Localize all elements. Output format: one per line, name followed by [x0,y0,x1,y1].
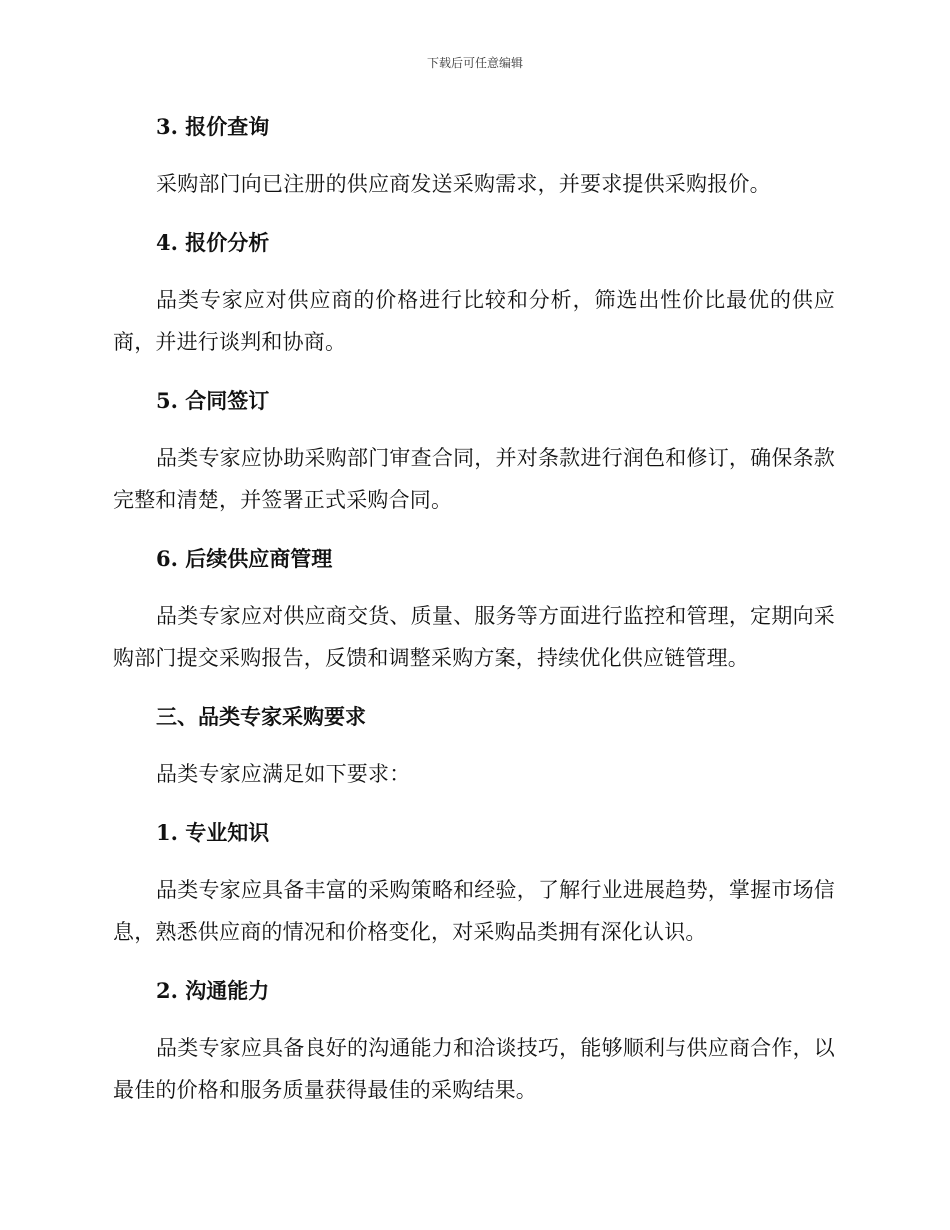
section-heading: 6. 后续供应商管理 [156,546,333,571]
section-paragraph: 品类专家应协助采购部门审查合同，并对条款进行润色和修订，确保条款完整和清楚，并签署正式采购合同。 [113,446,835,512]
chapter-heading: 三、品类专家采购要求 [156,704,366,729]
section-paragraph: 品类专家应具备良好的沟通能力和洽谈技巧，能够顺利与供应商合作，以最佳的价格和服务质量获得最佳的采购结果。 [113,1036,835,1102]
section-paragraph: 品类专家应对供应商交货、质量、服务等方面进行监控和管理，定期向采购部门提交采购报告，反馈和调整采购方案，持续优化供应链管理。 [113,604,835,670]
section-paragraph: 品类专家应满足如下要求： [156,762,411,786]
section-heading: 1. 专业知识 [156,820,270,845]
page-header: 下载后可任意编辑 [426,56,523,70]
section-paragraph: 品类专家应对供应商的价格进行比较和分析，筛选出性价比最优的供应商，并进行谈判和协商。 [113,288,835,354]
section-heading: 5. 合同签订 [156,388,270,413]
document-body [113,108,835,1111]
section-heading: 4. 报价分析 [156,230,270,255]
section-heading: 3. 报价查询 [156,114,270,139]
section-heading: 2. 沟通能力 [156,978,270,1003]
section-paragraph: 品类专家应具备丰富的采购策略和经验，了解行业进展趋势，掌握市场信息，熟悉供应商的情况和价格变化，对采购品类拥有深化认识。 [113,878,835,944]
section-paragraph: 采购部门向已注册的供应商发送采购需求，并要求提供采购报价。 [156,172,771,196]
